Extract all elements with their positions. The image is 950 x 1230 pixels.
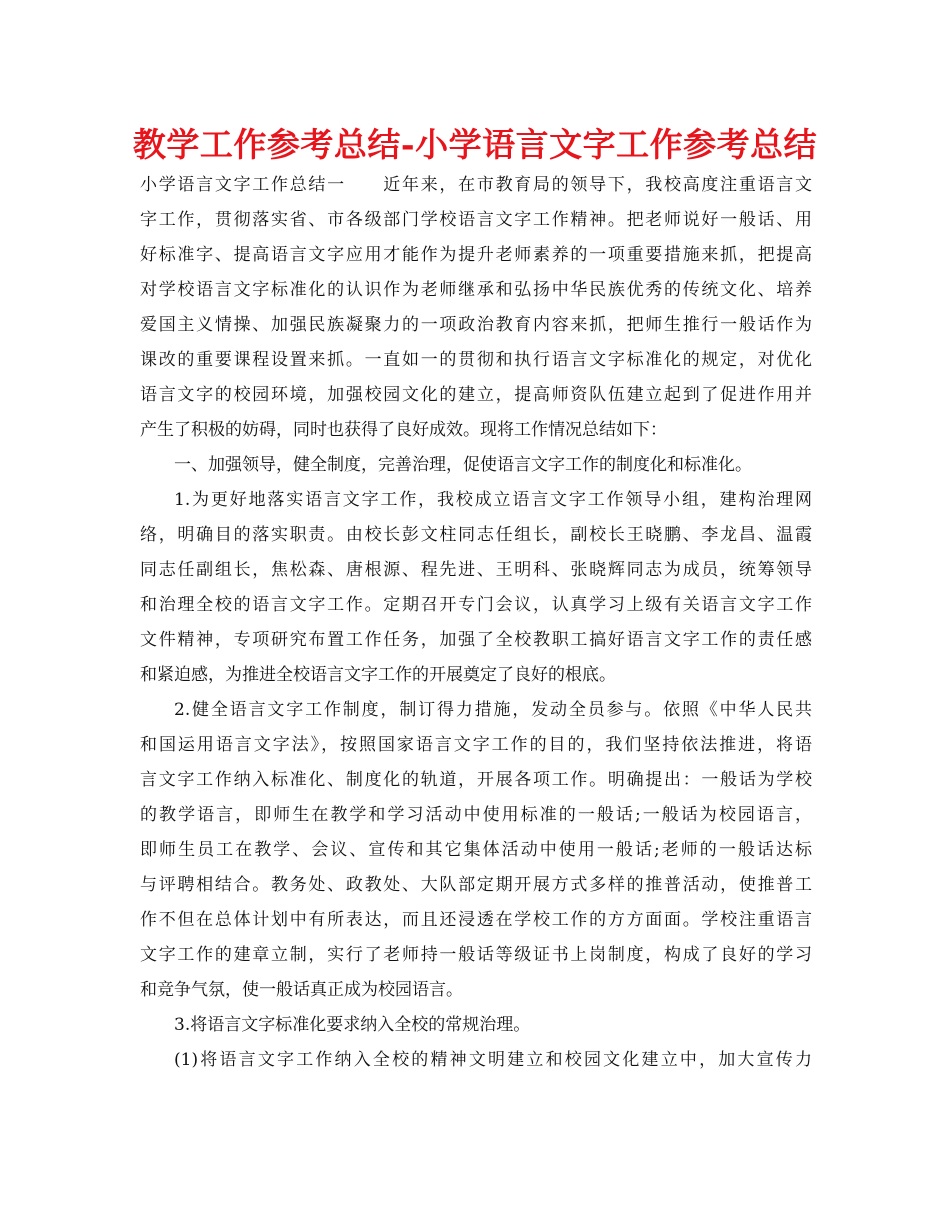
paragraph-line: 的教学语言，即师生在教学和学习活动中使用标准的一般话;一般话为校园语言， xyxy=(140,805,812,825)
paragraph-line: 好标准字、提高语言文字应用才能作为提升老师素养的一项重要措施来抓，把提高 xyxy=(140,245,812,265)
document-body xyxy=(140,168,812,1078)
paragraph-line: 字工作，贯彻落实省、市各级部门学校语言文字工作精神。把老师说好一般话、用 xyxy=(140,210,812,230)
document-title: 教学工作参考总结-小学语言文字工作参考总结 xyxy=(132,125,818,164)
paragraph-line: 小学语言文字工作总结一 近年来，在市教育局的领导下，我校高度注重语言文 xyxy=(140,175,812,195)
paragraph-line: 言文字工作纳入标准化、制度化的轨道，开展各项工作。明确提出：一般话为学校 xyxy=(140,770,812,790)
paragraph-line: 络，明确目的落实职责。由校长彭文柱同志任组长，副校长王晓鹏、李龙昌、温霞 xyxy=(140,525,812,545)
paragraph-line: 课改的重要课程设置来抓。一直如一的贯彻和执行语言文字标准化的规定，对优化 xyxy=(140,350,812,370)
paragraph-line: 和国运用语言文字法》，按照国家语言文字工作的目的，我们坚持依法推进，将语 xyxy=(140,735,812,755)
paragraph-line: 产生了积极的妨碍，同时也获得了良好成效。现将工作情况总结如下： xyxy=(140,420,667,440)
paragraph-line: 和竞争气氛，使一般话真正成为校园语言。 xyxy=(140,980,463,1000)
paragraph-line: 对学校语言文字标准化的认识作为老师继承和弘扬中华民族优秀的传统文化、培养 xyxy=(140,280,812,300)
paragraph-line: 即师生员工在教学、会议、宣传和其它集体活动中使用一般话;老师的一般话达标 xyxy=(140,840,812,860)
paragraph-line: 语言文字的校园环境，加强校园文化的建立，提高师资队伍建立起到了促进作用并 xyxy=(140,385,812,405)
paragraph-line: 爱国主义情操、加强民族凝聚力的一项政治教育内容来抓，把师生推行一般话作为 xyxy=(140,315,812,335)
paragraph-line: 文件精神，专项研究布置工作任务，加强了全校教职工搞好语言文字工作的责任感 xyxy=(140,630,812,650)
paragraph-line: 同志任副组长，焦松森、唐根源、程先进、王明科、张晓辉同志为成员，统筹领导 xyxy=(140,560,812,580)
section-heading: 一、加强领导，健全制度，完善治理，促使语言文字工作的制度化和标准化。 xyxy=(174,455,752,475)
paragraph-line: 文字工作的建章立制，实行了老师持一般话等级证书上岗制度，构成了良好的学习 xyxy=(140,945,812,965)
paragraph-line: 作不但在总体计划中有所表达，而且还浸透在学校工作的方方面面。学校注重语言 xyxy=(140,910,812,930)
paragraph-line: 与评聘相结合。教务处、政教处、大队部定期开展方式多样的推普活动，使推普工 xyxy=(140,875,812,895)
paragraph-line: 1.为更好地落实语言文字工作，我校成立语言文字工作领导小组，建构治理网 xyxy=(174,490,812,510)
paragraph-line: 3.将语言文字标准化要求纳入全校的常规治理。 xyxy=(174,1015,531,1035)
paragraph-line: 2.健全语言文字工作制度，制订得力措施，发动全员参与。依照《中华人民共 xyxy=(174,700,812,720)
paragraph-line: 和紧迫感，为推进全校语言文字工作的开展奠定了良好的根底。 xyxy=(140,665,616,685)
paragraph-line: (1)将语言文字工作纳入全校的精神文明建立和校园文化建立中，加大宣传力 xyxy=(174,1050,812,1070)
paragraph-line: 和治理全校的语言文字工作。定期召开专门会议，认真学习上级有关语言文字工作 xyxy=(140,595,812,615)
